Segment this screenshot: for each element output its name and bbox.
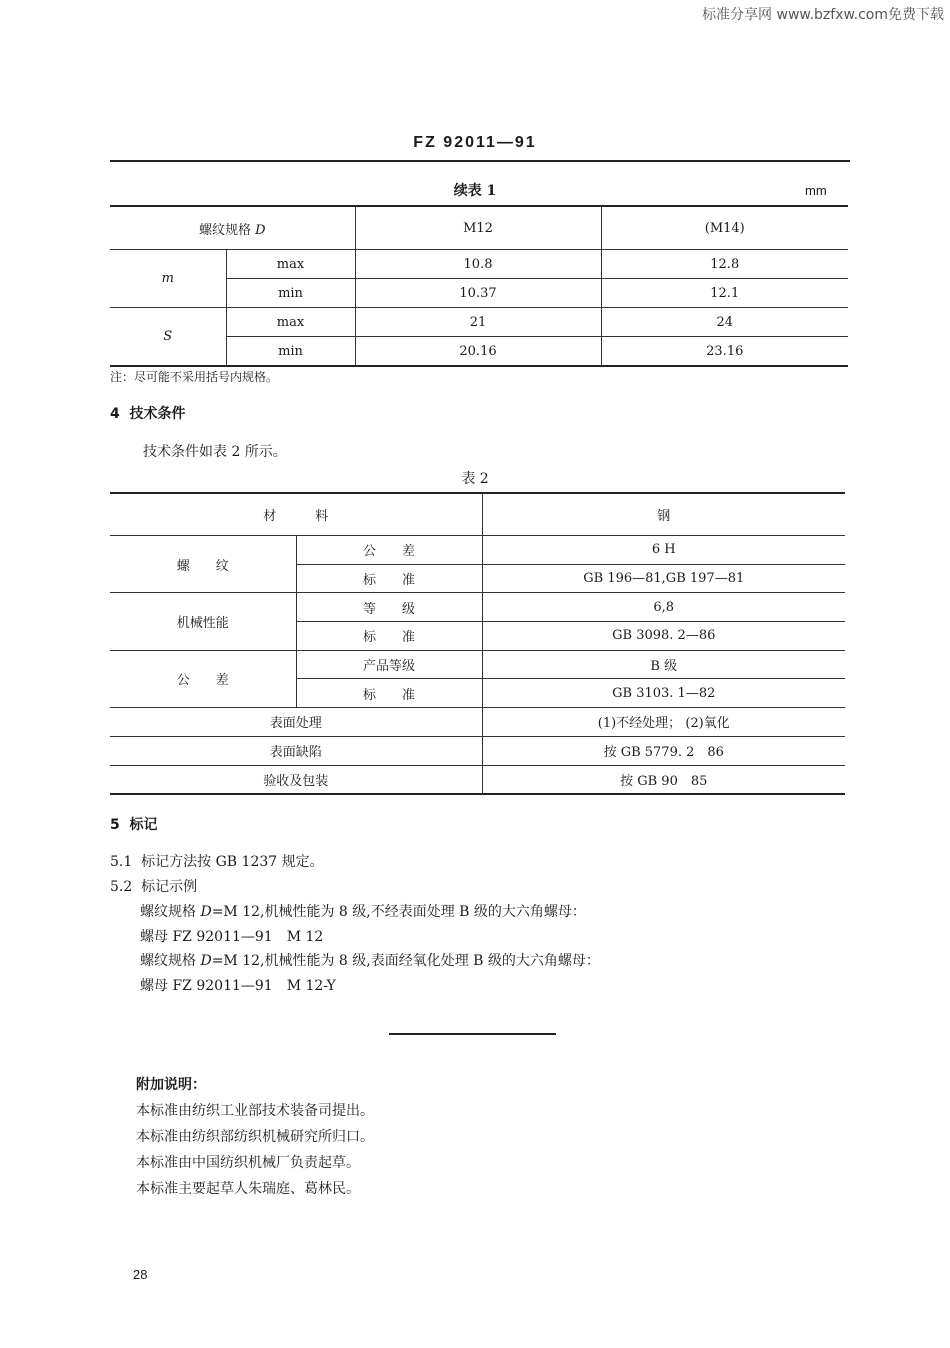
table-row <box>110 765 845 794</box>
table2-tolerance-label: 公 差 <box>296 536 482 565</box>
appendix <box>136 1072 374 1202</box>
watermark: 标准分享网 www.bzfxw.com免费下载 <box>702 7 944 23</box>
table2-caption: 表 2 <box>461 471 489 487</box>
table1-s-label: S <box>110 308 226 367</box>
table2-material-label: 材 料 <box>110 493 482 536</box>
table1-cell: 24 <box>601 308 848 337</box>
table1-min-label: min <box>226 279 355 308</box>
section5-title: 5 标记 <box>110 817 158 833</box>
appendix-title: 附加说明： <box>136 1077 206 1093</box>
table1-cell: 12.1 <box>601 279 848 308</box>
page-number: 28 <box>133 1267 148 1282</box>
section4-title: 4 技术条件 <box>110 406 186 422</box>
table1-note: 注：尽可能不采用括号内规格。 <box>110 370 279 384</box>
table2-surface-label: 表面处理 <box>110 708 482 737</box>
table1-cell: 10.8 <box>355 250 601 279</box>
table2-defect-label: 表面缺陷 <box>110 736 482 765</box>
appendix-line: 本标准由纺织工业部技术装备司提出。 <box>136 1103 374 1119</box>
table1-col-m14: (M14) <box>601 206 848 250</box>
table2-cell: GB 3098. 2—86 <box>482 622 845 651</box>
example2-text-a: 螺纹规格 <box>140 953 201 969</box>
table1-cell: 12.8 <box>601 250 848 279</box>
example1-desc <box>140 901 586 921</box>
table2 <box>110 492 845 795</box>
table1-col-m12: M12 <box>355 206 601 250</box>
table2-cell: 按 GB 90 85 <box>482 765 845 794</box>
table1-min-label: min <box>226 337 355 367</box>
table1-max-label: max <box>226 308 355 337</box>
table-row <box>110 650 845 679</box>
section5-2: 5.2 标记示例 <box>110 879 198 895</box>
table2-cell: (1)不经处理； (2)氧化 <box>482 708 845 737</box>
table1-header-label: 螺纹规格 <box>198 222 251 238</box>
table-row <box>110 308 848 337</box>
table2-standard-label: 标 准 <box>296 679 482 708</box>
table-row <box>110 493 845 536</box>
table2-accept-label: 验收及包装 <box>110 765 482 794</box>
table1-header-cell <box>110 206 355 250</box>
example2-desc <box>140 950 600 970</box>
table2-tol-label: 公 差 <box>110 650 296 707</box>
table1-m-label: m <box>110 250 226 308</box>
table1-header-row <box>110 206 848 250</box>
table1-unit: mm <box>805 183 827 198</box>
table1-cell: 10.37 <box>355 279 601 308</box>
example2-text-b: =M 12,机械性能为 8 级,表面经氧化处理 B 级的大六角螺母： <box>211 953 600 969</box>
table2-mech-label: 机械性能 <box>110 593 296 650</box>
table1-cell: 23.16 <box>601 337 848 367</box>
section5-1: 5.1 标记方法按 GB 1237 规定。 <box>110 854 324 870</box>
example1-code: 螺母 FZ 92011—91 M 12 <box>140 929 324 945</box>
table-row <box>110 593 845 622</box>
table-row <box>110 250 848 279</box>
table1-max-label: max <box>226 250 355 279</box>
table2-cell: GB 196—81,GB 197—81 <box>482 564 845 593</box>
header-rule <box>110 160 850 162</box>
table1-caption: 续表 1 <box>453 183 497 199</box>
table2-thread-label: 螺 纹 <box>110 536 296 593</box>
example1-text-b: =M 12,机械性能为 8 级,不经表面处理 B 级的大六角螺母： <box>211 904 586 920</box>
table2-grade-label: 等 级 <box>296 593 482 622</box>
document-code: FZ 92011—91 <box>413 134 537 151</box>
table2-cell: 6,8 <box>482 593 845 622</box>
table1-cell: 21 <box>355 308 601 337</box>
example1-var: D <box>200 904 212 920</box>
appendix-line: 本标准由中国纺织机械厂负责起草。 <box>136 1155 360 1171</box>
table-row <box>110 708 845 737</box>
table-row <box>110 736 845 765</box>
table2-material-value: 钢 <box>482 493 845 536</box>
table1 <box>110 205 848 367</box>
appendix-line: 本标准主要起草人朱瑞庭、葛林民。 <box>136 1181 360 1197</box>
table2-standard-label: 标 准 <box>296 622 482 651</box>
example1-text-a: 螺纹规格 <box>140 904 201 920</box>
table2-cell: GB 3103. 1—82 <box>482 679 845 708</box>
appendix-line: 本标准由纺织部纺织机械研究所归口。 <box>136 1129 374 1145</box>
table2-cell: 6 H <box>482 536 845 565</box>
table1-cell: 20.16 <box>355 337 601 367</box>
table2-standard-label: 标 准 <box>296 564 482 593</box>
end-rule <box>389 1033 556 1035</box>
table2-product-grade-label: 产品等级 <box>296 650 482 679</box>
example2-code: 螺母 FZ 92011—91 M 12-Y <box>140 978 336 994</box>
table2-cell: 按 GB 5779. 2 86 <box>482 736 845 765</box>
table-row <box>110 536 845 565</box>
table2-cell: B 级 <box>482 650 845 679</box>
table1-header-var: D <box>255 222 266 238</box>
example2-var: D <box>200 953 212 969</box>
section4-text: 技术条件如表 2 所示。 <box>143 444 287 460</box>
